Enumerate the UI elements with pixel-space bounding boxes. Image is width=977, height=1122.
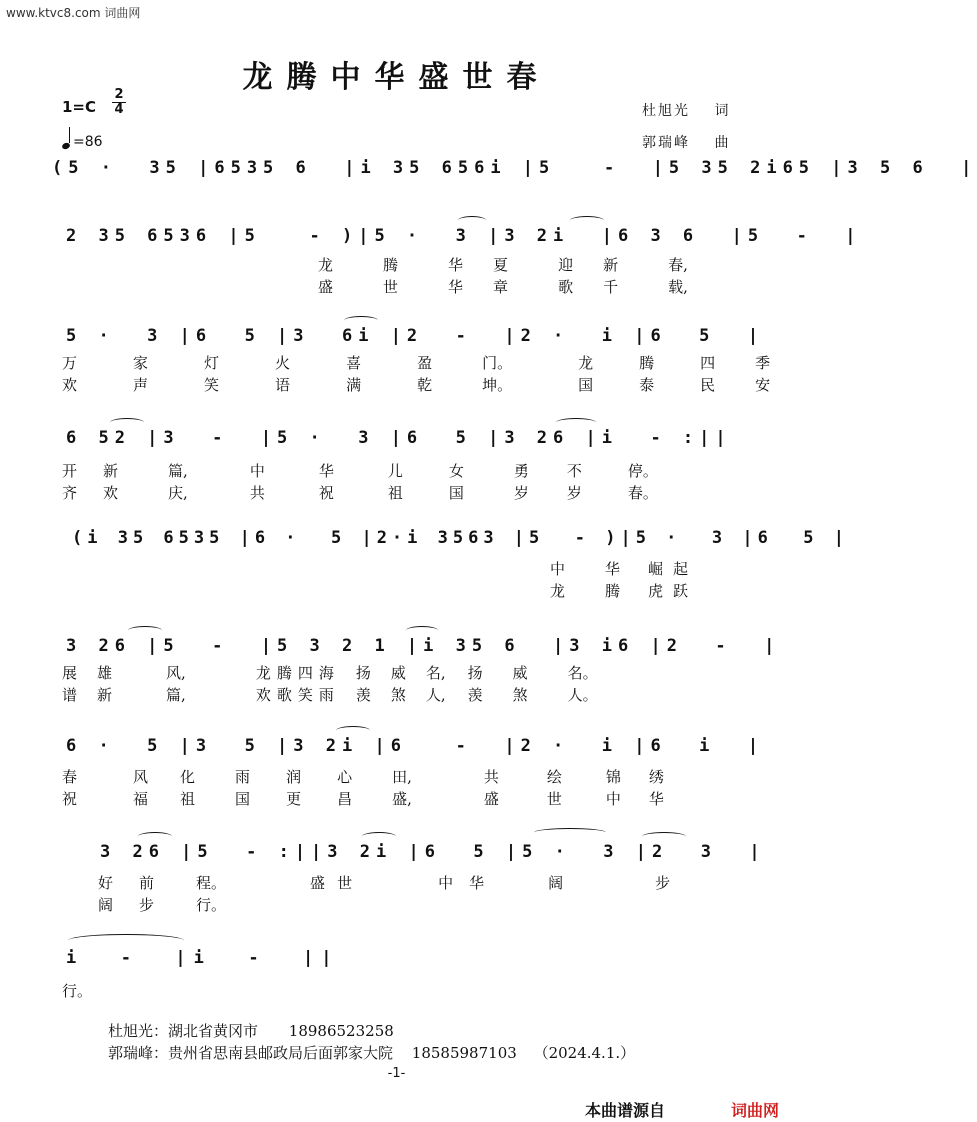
lyricist-name: 杜旭光 — [642, 103, 690, 119]
lyric-verse1: 展 雄 风, 龙腾四海 扬 威 名, 扬 威 名。 — [62, 664, 598, 682]
composition-date: （2024.4.1.） — [533, 1044, 636, 1062]
site-url[interactable]: www.ktvc8.com 词曲网 — [6, 6, 141, 20]
slur — [556, 418, 596, 427]
notation-line: 2 35 6536 |5 - )|5 · 3 |3 2i |6 3 6 |5 - | — [66, 226, 862, 246]
slur — [406, 626, 438, 635]
tempo-value: =86 — [73, 134, 103, 150]
lyric-verse2: 祝 福 祖 国 更 昌 盛, 盛 世 中 华 — [62, 790, 664, 808]
slur — [128, 626, 162, 635]
lyric-verse1: 开 新 篇, 中 华 儿 女 勇 不 停。 — [62, 462, 658, 480]
lyric-verse1: 中 华 崛 起 — [550, 560, 689, 578]
notation-line: i - |i - || — [66, 948, 340, 968]
lyricist-role: 词 — [714, 103, 731, 119]
lyric-verse2: 盛 世 华 章 歌 千 载, — [318, 278, 688, 296]
composer-role: 曲 — [714, 135, 731, 151]
lyric-verse2: 欢 声 笑 语 满 乾 坤。 国 泰 民 安 — [62, 376, 771, 394]
lyric-verse2: 阔 步 行。 — [98, 896, 227, 914]
composer-phone: 18585987103 — [411, 1044, 517, 1062]
key-signature: 1=C — [62, 98, 97, 116]
lyric-verse2: 齐 欢 庆, 共 祝 祖 国 岁 岁 春。 — [62, 484, 658, 502]
notation-line: 6 52 |3 - |5 · 3 |6 5 |3 26 |i - :|| — [66, 428, 732, 448]
time-signature-bottom: 4 — [112, 102, 126, 117]
slur — [362, 832, 396, 841]
notation-line: 6 · 5 |3 5 |3 2i |6 - |2 · i |6 i | — [66, 736, 765, 756]
lyric-verse1: 春 风 化 雨 润 心 田, 共 绘 锦 绣 — [62, 768, 664, 786]
slur — [110, 418, 144, 427]
site-logo[interactable]: 词曲网 — [730, 1101, 779, 1120]
song-title: 龙腾中华盛世春 — [242, 60, 551, 95]
notation-line: 3 26 |5 - :||3 2i |6 5 |5 · 3 |2 3 | — [100, 842, 766, 862]
slur — [458, 216, 486, 225]
lyric-verse2: 龙 腾 虎 跃 — [550, 582, 689, 600]
lyric-verse1: 好 前 程。 盛 世 中 华 阔 步 — [98, 874, 671, 892]
time-signature — [112, 88, 126, 117]
slur — [642, 832, 686, 841]
composer-address: 郭瑞峰：贵州省思南县邮政局后面郭家大院 — [108, 1044, 394, 1062]
notation-line: 3 26 |5 - |5 3 2 1 |i 35 6 |3 i6 |2 - | — [66, 636, 781, 656]
notation-line: (i 35 6535 |6 · 5 |2·i 3563 |5 - )|5 · 3 |6 5 | — [72, 528, 849, 548]
tempo-marking — [62, 130, 103, 150]
slur — [534, 828, 606, 837]
time-signature-top: 2 — [114, 87, 124, 102]
composer-name: 郭瑞峰 — [642, 135, 690, 151]
slur — [570, 216, 604, 225]
composer-contact — [108, 1042, 635, 1063]
lyricist-credit — [642, 100, 730, 120]
lyric-verse1: 龙 腾 华 夏 迎 新 春, — [318, 256, 688, 274]
page-number: -1- — [387, 1066, 406, 1081]
lyricist-contact — [108, 1020, 394, 1041]
notation-line: 5 · 3 |6 5 |3 6i |2 - |2 · i |6 5 | — [66, 326, 765, 346]
lyric-verse1: 行。 — [62, 982, 93, 1000]
source-label: 本曲谱源自 — [584, 1101, 665, 1120]
composer-credit — [642, 132, 730, 152]
slur — [68, 934, 184, 947]
lyricist-address: 杜旭光：湖北省黄冈市 — [108, 1022, 259, 1040]
quarter-note-icon — [61, 142, 71, 150]
lyricist-phone: 18986523258 — [288, 1022, 394, 1040]
lyric-verse1: 万 家 灯 火 喜 盈 门。 龙 腾 四 季 — [62, 354, 771, 372]
slur — [336, 726, 370, 735]
notation-line: (5 · 35 |6535 6 |i 35 656i |5 - |5 35 2i65 |3 5 6 | — [52, 158, 977, 178]
lyric-verse2: 谱 新 篇, 欢歌笑雨 羡 煞 人, 羡 煞 人。 — [62, 686, 598, 704]
slur — [344, 316, 378, 325]
slur — [138, 832, 172, 841]
